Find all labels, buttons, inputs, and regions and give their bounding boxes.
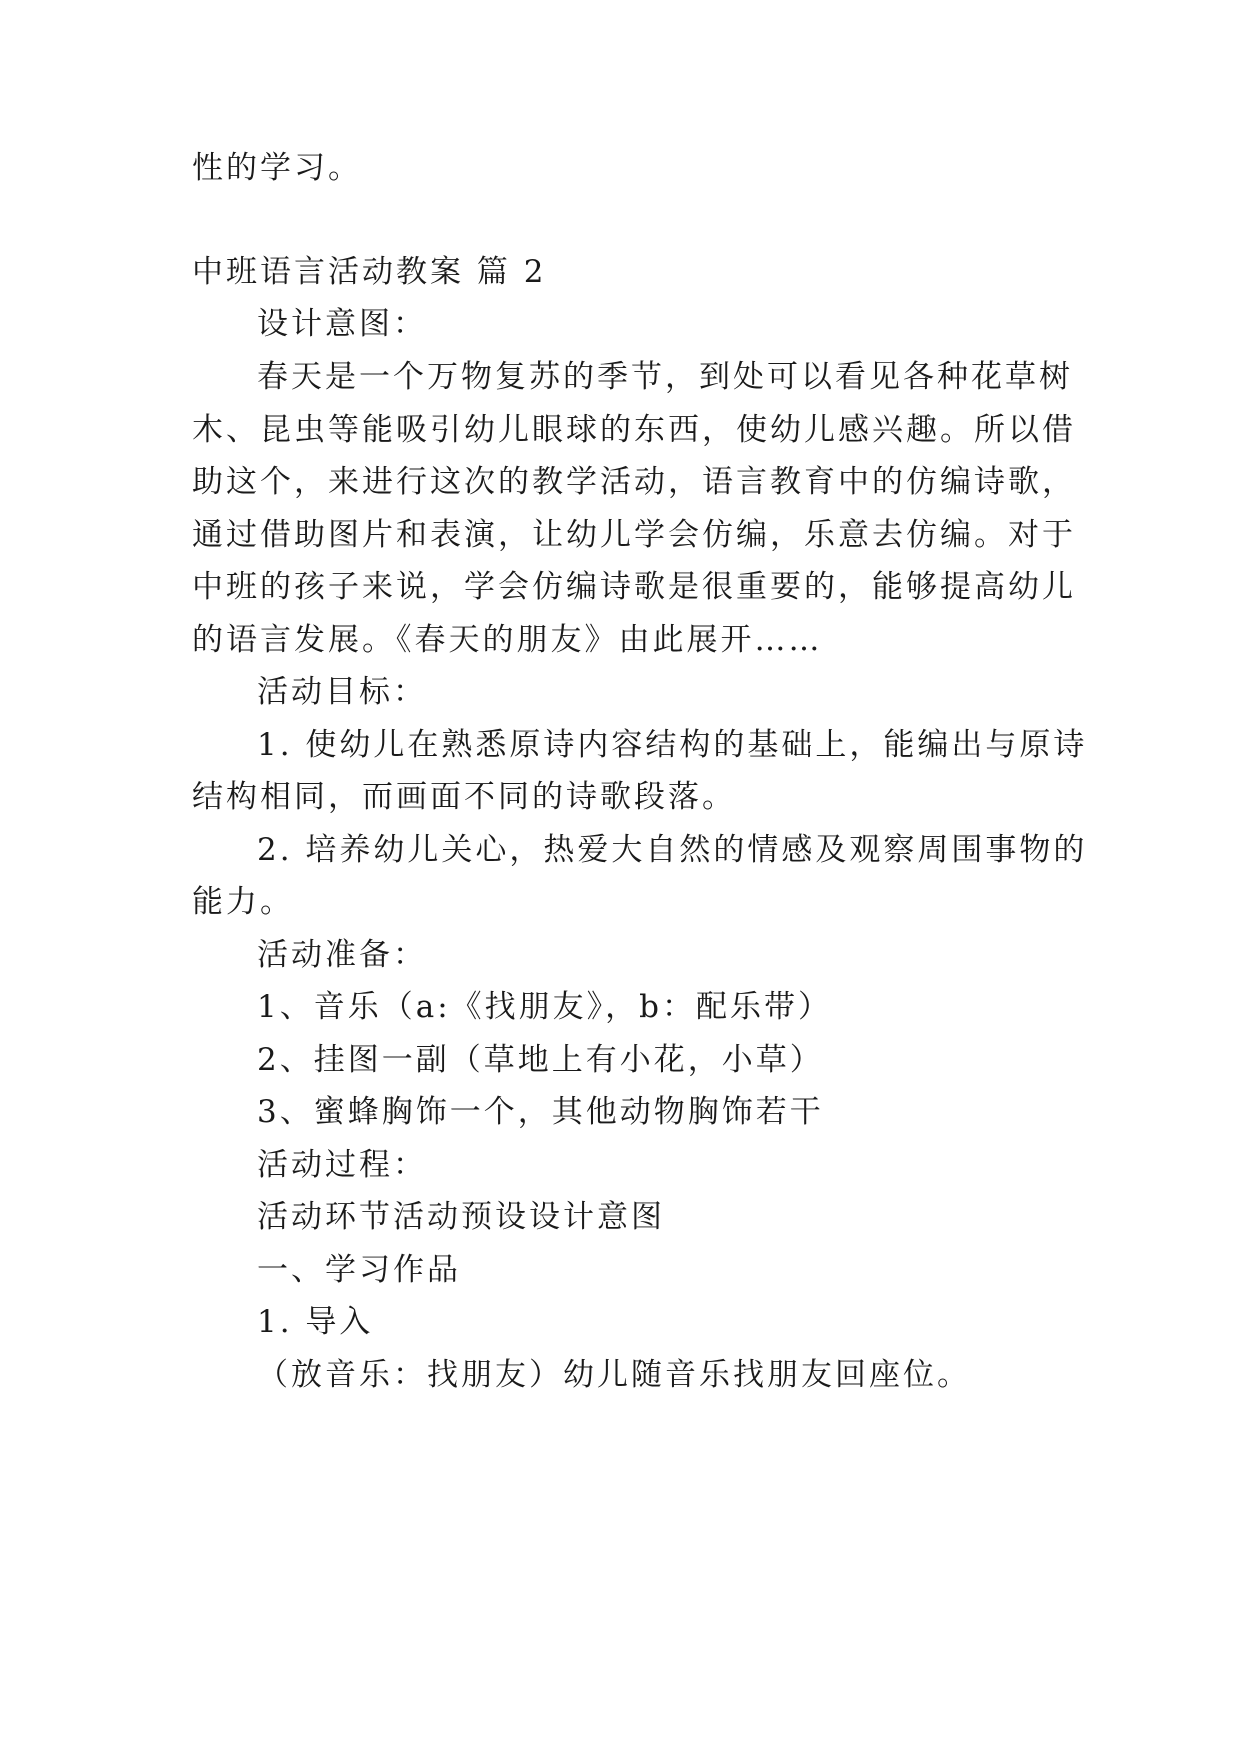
goal-line: 2. 培养幼儿关心，热爱大自然的情感及观察周围事物的: [257, 832, 1088, 868]
continuation-text: 性的学习。: [192, 150, 362, 186]
process-line: 1. 导入: [257, 1304, 374, 1340]
process-line: （放音乐：找朋友）幼儿随音乐找朋友回座位。: [257, 1357, 971, 1393]
paragraph-line: 木、昆虫等能吸引幼儿眼球的东西，使幼儿感兴趣。所以借: [192, 412, 1076, 448]
goal-line: 能力。: [192, 884, 294, 920]
prep-item: 2、挂图一副（草地上有小花，小草）: [257, 1042, 824, 1078]
paragraph-line: 助这个，来进行这次的教学活动，语言教育中的仿编诗歌，: [192, 464, 1076, 500]
paragraph-line: 的语言发展。《春天的朋友》由此展开……: [192, 622, 823, 658]
paragraph-line: 春天是一个万物复苏的季节，到处可以看见各种花草树: [257, 359, 1073, 395]
paragraph-line: 通过借助图片和表演，让幼儿学会仿编，乐意去仿编。对于: [192, 517, 1076, 553]
paragraph-line: 中班的孩子来说，学会仿编诗歌是很重要的，能够提高幼儿: [192, 569, 1076, 605]
goals-heading: 活动目标：: [257, 674, 427, 710]
process-heading: 活动过程：: [257, 1147, 427, 1183]
goal-line: 结构相同，而画面不同的诗歌段落。: [192, 779, 736, 815]
design-intent-heading: 设计意图：: [257, 306, 427, 342]
prep-heading: 活动准备：: [257, 937, 427, 973]
prep-item: 1、音乐（a:《找朋友》，b：配乐带）: [257, 989, 832, 1025]
goal-line: 1. 使幼儿在熟悉原诗内容结构的基础上，能编出与原诗: [257, 727, 1088, 763]
prep-item: 3、蜜蜂胸饰一个，其他动物胸饰若干: [257, 1094, 824, 1130]
process-line: 一、学习作品: [257, 1252, 461, 1288]
section-title: 中班语言活动教案 篇 2: [192, 254, 547, 290]
process-line: 活动环节活动预设设计意图: [257, 1199, 665, 1235]
